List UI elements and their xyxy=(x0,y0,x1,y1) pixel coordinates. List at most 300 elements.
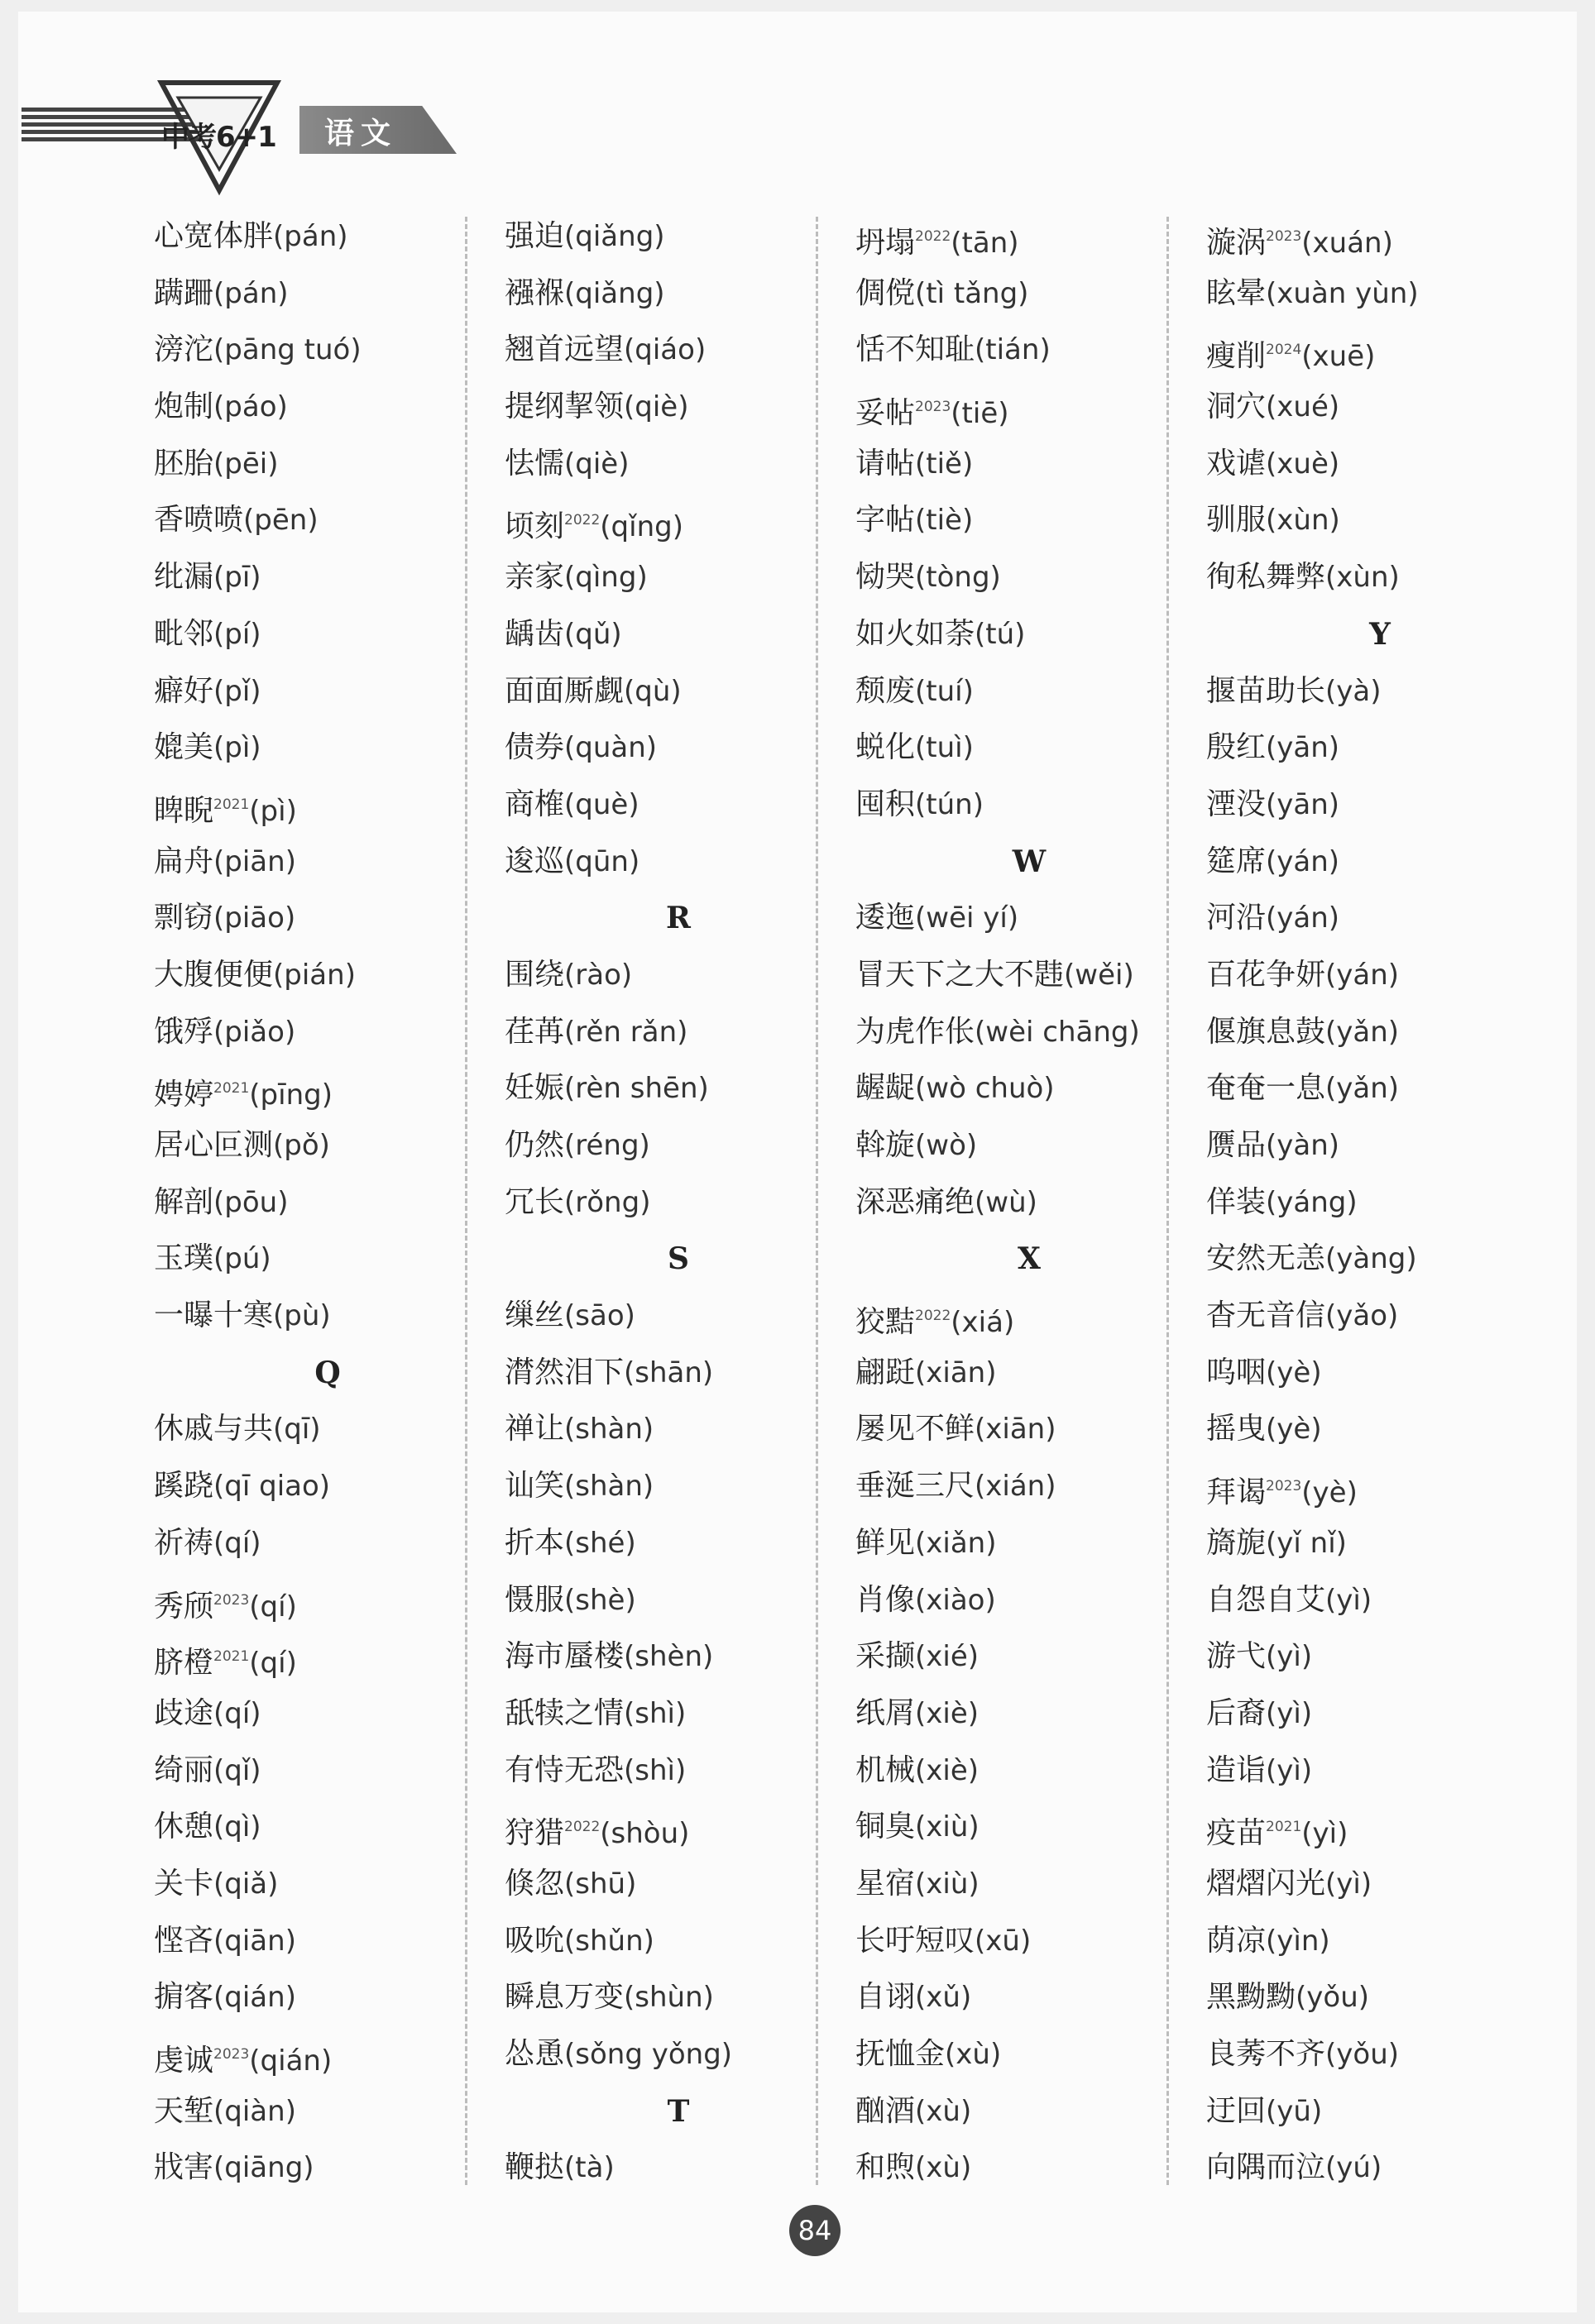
word-text: 瞬息万变 xyxy=(505,1980,625,2015)
word-entry xyxy=(1206,1060,1554,1117)
word-text: 铜臭 xyxy=(855,1810,916,1844)
pinyin-text: (pōu) xyxy=(213,1185,289,1219)
word-text: 为虎作伥 xyxy=(855,1014,975,1049)
exam-year-mark: 2023 xyxy=(213,1591,250,1609)
pinyin-text: (qiáo) xyxy=(624,333,706,367)
word-text: 蹒跚 xyxy=(154,275,214,310)
pinyin-text: (yǒu) xyxy=(1325,2038,1400,2071)
word-text: 襁褓 xyxy=(505,275,565,310)
word-entry xyxy=(505,1572,852,1629)
pinyin-text: (qián) xyxy=(249,2044,333,2078)
word-entry xyxy=(154,1117,501,1174)
pinyin-text: (qiǎ) xyxy=(213,1867,279,1901)
pinyin-text: (yū) xyxy=(1266,2094,1323,2128)
pinyin-text: (qī qiao) xyxy=(213,1470,331,1504)
word-entry xyxy=(154,436,501,493)
pinyin-text: (shū) xyxy=(564,1867,637,1901)
word-entry xyxy=(154,2083,501,2140)
word-entry xyxy=(154,1288,501,1345)
word-entry xyxy=(855,606,1203,663)
word-text: 向隅而泣 xyxy=(1206,2150,1326,2185)
pinyin-text: (yán) xyxy=(1266,901,1340,935)
word-entry xyxy=(1206,777,1554,834)
pinyin-text: (piǎo) xyxy=(213,1015,296,1049)
word-text: 翘首远望 xyxy=(505,332,625,367)
pinyin-text: (tú) xyxy=(975,617,1026,651)
pinyin-text: (qǔ) xyxy=(564,617,622,651)
word-entry xyxy=(1206,2026,1554,2083)
word-text: 香喷喷 xyxy=(154,503,244,538)
exam-year-mark: 2022 xyxy=(564,512,601,529)
word-text: 熠熠闪光 xyxy=(1206,1866,1326,1901)
word-entry xyxy=(505,1401,852,1458)
word-text: 冗长 xyxy=(505,1184,565,1219)
pinyin-text: (yì) xyxy=(1301,1817,1348,1851)
pinyin-text: (yān) xyxy=(1266,731,1340,765)
word-entry xyxy=(855,2140,1203,2197)
word-text: 戏谑 xyxy=(1206,446,1267,481)
word-text: 强迫 xyxy=(505,219,565,253)
pinyin-text: (xiān) xyxy=(915,1356,997,1389)
word-entry xyxy=(1206,1401,1554,1458)
word-text: 瘦削 xyxy=(1206,339,1267,374)
pinyin-text: (tiē) xyxy=(951,397,1009,431)
word-entry xyxy=(154,890,501,947)
pinyin-text: (rèn shēn) xyxy=(564,1072,709,1106)
pinyin-text: (xiá) xyxy=(951,1306,1015,1340)
word-text: 大腹便便 xyxy=(154,957,274,992)
pinyin-text: (yà) xyxy=(1325,674,1382,708)
word-text: 吸吮 xyxy=(505,1923,565,1958)
word-text: 徇私舞弊 xyxy=(1206,560,1326,595)
word-text: 海市蜃楼 xyxy=(505,1639,625,1674)
column-divider xyxy=(1166,217,1169,2185)
pinyin-text: (shé) xyxy=(564,1526,636,1560)
word-text: 和煦 xyxy=(855,2150,916,2185)
word-entry xyxy=(855,549,1203,606)
pinyin-text: (xié) xyxy=(915,1640,980,1674)
word-entry xyxy=(154,947,501,1004)
section-letter: T xyxy=(667,2093,690,2129)
word-text: 一曝十寒 xyxy=(154,1298,274,1333)
word-entry xyxy=(505,208,852,265)
word-entry xyxy=(1206,1231,1554,1288)
pinyin-text: (shùn) xyxy=(624,1981,714,2015)
word-entry xyxy=(1206,890,1554,947)
word-column-1 xyxy=(154,208,501,2197)
pinyin-text: (yì) xyxy=(1266,1753,1313,1787)
pinyin-text: (qiàn) xyxy=(213,2094,296,2128)
pinyin-text: (tuí) xyxy=(915,674,974,708)
word-entry xyxy=(505,1458,852,1515)
word-entry xyxy=(1206,663,1554,720)
pinyin-text: (tiè) xyxy=(915,504,974,538)
word-entry xyxy=(855,1174,1203,1231)
word-entry xyxy=(505,2026,852,2083)
pinyin-text: (yǎn) xyxy=(1325,1072,1400,1106)
word-text: 绮丽 xyxy=(154,1753,214,1787)
pinyin-text: (shàn) xyxy=(564,1413,654,1447)
pinyin-text: (xiè) xyxy=(915,1696,980,1730)
pinyin-text: (yǒu) xyxy=(1296,1981,1370,2015)
pinyin-text: (xuàn yùn) xyxy=(1266,276,1419,310)
word-text: 仍然 xyxy=(505,1128,565,1162)
pinyin-text: (piāo) xyxy=(213,901,296,935)
pinyin-text: (xiè) xyxy=(915,1753,980,1787)
exam-year-mark: 2023 xyxy=(1266,1478,1302,1495)
section-letter: Q xyxy=(314,1355,341,1390)
pinyin-text: (yán) xyxy=(1325,958,1400,992)
word-text: 顷刻 xyxy=(505,509,565,544)
pinyin-text: (tián) xyxy=(975,333,1051,367)
section-letter: W xyxy=(1012,844,1047,879)
pinyin-text: (yì) xyxy=(1325,1867,1372,1901)
pinyin-text: (pú) xyxy=(213,1242,271,1276)
word-entry xyxy=(505,663,852,720)
word-text: 殷红 xyxy=(1206,730,1267,765)
word-text: 癖好 xyxy=(154,673,214,708)
word-text: 狩猎 xyxy=(505,1816,565,1851)
word-entry xyxy=(1206,549,1554,606)
pinyin-text: (shì) xyxy=(624,1753,687,1787)
exam-year-mark: 2022 xyxy=(564,1819,601,1836)
word-text: 倏忽 xyxy=(505,1866,565,1901)
word-column-4 xyxy=(1206,208,1554,2197)
pinyin-text: (xù) xyxy=(915,2151,972,2185)
word-entry xyxy=(505,2140,852,2197)
logo-text: 中考6+1 xyxy=(161,121,276,154)
word-text: 炮制 xyxy=(154,390,214,424)
word-text: 奄奄一息 xyxy=(1206,1071,1326,1106)
word-text: 驯服 xyxy=(1206,503,1267,538)
section-letter: Y xyxy=(1369,616,1391,652)
pinyin-text: (páo) xyxy=(213,390,288,424)
word-text: 休憩 xyxy=(154,1810,214,1844)
pinyin-text: (tún) xyxy=(915,787,984,821)
word-entry xyxy=(154,1572,501,1629)
pinyin-text: (tuì) xyxy=(915,731,974,765)
word-entry xyxy=(505,1515,852,1572)
word-entry xyxy=(1206,1174,1554,1231)
word-text: 冒天下之大不韪 xyxy=(855,957,1065,992)
word-text: 湮没 xyxy=(1206,787,1267,821)
word-text: 星宿 xyxy=(855,1866,916,1901)
exam-year-mark: 2021 xyxy=(213,1648,250,1666)
word-text: 眩晕 xyxy=(1206,275,1267,310)
pinyin-text: (pī) xyxy=(213,561,261,595)
pinyin-text: (xiù) xyxy=(915,1810,980,1844)
word-text: 囤积 xyxy=(855,787,916,821)
word-entry xyxy=(1206,1856,1554,1913)
word-entry xyxy=(154,379,501,436)
pinyin-text: (xuē) xyxy=(1301,340,1376,374)
pinyin-text: (yì) xyxy=(1266,1640,1313,1674)
word-entry xyxy=(1206,1743,1554,1800)
word-entry xyxy=(855,777,1203,834)
pinyin-text: (réng) xyxy=(564,1129,650,1162)
word-entry xyxy=(855,1799,1203,1856)
word-entry xyxy=(855,208,1203,265)
word-entry xyxy=(154,1004,501,1061)
word-entry xyxy=(855,1458,1203,1515)
exam-year-mark: 2021 xyxy=(213,796,250,813)
word-entry xyxy=(154,208,501,265)
word-text: 怯懦 xyxy=(505,446,565,481)
pinyin-text: (pán) xyxy=(213,276,289,310)
word-entry xyxy=(505,322,852,379)
exam-year-mark: 2023 xyxy=(213,2046,250,2063)
pinyin-text: (qí) xyxy=(213,1526,261,1560)
pinyin-text: (xùn) xyxy=(1266,504,1340,538)
pinyin-text: (qiè) xyxy=(624,390,689,424)
word-text: 倜傥 xyxy=(855,275,916,310)
word-text: 休戚与共 xyxy=(154,1412,274,1447)
word-entry xyxy=(855,1345,1203,1402)
word-entry xyxy=(154,1913,501,1970)
word-entry xyxy=(505,1969,852,2026)
exam-year-mark: 2024 xyxy=(1266,342,1302,359)
word-text: 筵席 xyxy=(1206,844,1267,878)
word-entry xyxy=(505,1686,852,1743)
pinyin-text: (xiào) xyxy=(915,1583,996,1617)
word-text: 酗酒 xyxy=(855,2093,916,2128)
pinyin-text: (xù) xyxy=(915,2094,972,2128)
word-text: 娉婷 xyxy=(154,1078,214,1112)
word-text: 秀颀 xyxy=(154,1589,214,1623)
word-entry xyxy=(1206,1799,1554,1856)
word-text: 慑服 xyxy=(505,1582,565,1617)
pinyin-text: (pǒ) xyxy=(273,1129,330,1162)
word-text: 斡旋 xyxy=(855,1128,916,1162)
word-entry xyxy=(154,2026,501,2083)
pinyin-text: (yì) xyxy=(1325,1583,1372,1617)
word-entry xyxy=(154,549,501,606)
word-text: 戕害 xyxy=(154,2150,214,2185)
pinyin-text: (xué) xyxy=(1266,390,1340,424)
pinyin-text: (pēi) xyxy=(213,447,279,481)
word-entry xyxy=(505,1174,852,1231)
pinyin-text: (tān) xyxy=(951,227,1019,260)
word-entry xyxy=(1206,947,1554,1004)
word-text: 偃旗息鼓 xyxy=(1206,1014,1326,1049)
pinyin-text: (pēn) xyxy=(243,504,319,538)
word-text: 河沿 xyxy=(1206,901,1267,935)
pinyin-text: (yàn) xyxy=(1266,1129,1340,1162)
pinyin-text: (quàn) xyxy=(564,731,658,765)
pinyin-text: (rǒng) xyxy=(564,1185,651,1219)
word-text: 毗邻 xyxy=(154,616,214,651)
word-entry xyxy=(855,1856,1203,1913)
word-text: 后裔 xyxy=(1206,1695,1267,1730)
word-text: 祈祷 xyxy=(154,1525,214,1560)
pinyin-text: (qí) xyxy=(213,1696,261,1730)
word-text: 蹊跷 xyxy=(154,1469,214,1504)
exam-year-mark: 2021 xyxy=(1266,1819,1302,1836)
word-entry xyxy=(1206,379,1554,436)
word-entry xyxy=(1206,1515,1554,1572)
word-entry xyxy=(154,1969,501,2026)
pinyin-text: (qiè) xyxy=(564,447,630,481)
word-entry xyxy=(505,1288,852,1345)
exam-year-mark: 2021 xyxy=(213,1080,250,1097)
pinyin-text: (xuán) xyxy=(1301,227,1393,260)
word-entry xyxy=(855,492,1203,549)
pinyin-text: (yān) xyxy=(1266,787,1340,821)
word-text: 机械 xyxy=(855,1753,916,1787)
word-entry xyxy=(154,1401,501,1458)
word-text: 天堑 xyxy=(154,2093,214,2128)
pinyin-text: (yàng) xyxy=(1325,1242,1417,1276)
word-text: 居心叵测 xyxy=(154,1128,274,1162)
word-entry xyxy=(855,1686,1203,1743)
word-entry xyxy=(154,1799,501,1856)
word-entry xyxy=(505,777,852,834)
pinyin-text: (tì tǎng) xyxy=(915,276,1029,310)
word-entry xyxy=(855,1913,1203,1970)
pinyin-text: (qián) xyxy=(213,1981,296,2015)
word-entry xyxy=(1206,834,1554,891)
word-text: 玉璞 xyxy=(154,1241,214,1276)
word-entry xyxy=(154,1628,501,1686)
word-text: 纰漏 xyxy=(154,560,214,595)
word-entry xyxy=(505,492,852,549)
pinyin-text: (qí) xyxy=(249,1590,297,1623)
word-entry xyxy=(154,663,501,720)
word-text: 肖像 xyxy=(855,1582,916,1617)
pinyin-text: (pīng) xyxy=(249,1078,333,1112)
pinyin-text: (qiǎng) xyxy=(564,276,665,310)
word-text: 脐橙 xyxy=(154,1646,214,1681)
pinyin-text: (pí) xyxy=(213,617,261,651)
word-text: 龌龊 xyxy=(855,1071,916,1106)
word-entry xyxy=(505,1117,852,1174)
word-entry xyxy=(505,1345,852,1402)
word-entry xyxy=(154,1060,501,1117)
word-text: 安然无恙 xyxy=(1206,1241,1326,1276)
word-text: 洞穴 xyxy=(1206,390,1267,424)
pinyin-text: (sāo) xyxy=(564,1299,635,1333)
word-text: 胚胎 xyxy=(154,446,214,481)
word-entry xyxy=(505,1799,852,1856)
word-entry xyxy=(1206,720,1554,777)
pinyin-text: (shè) xyxy=(564,1583,636,1617)
word-text: 逡巡 xyxy=(505,844,565,878)
word-entry xyxy=(154,265,501,323)
pinyin-text: (pǐ) xyxy=(213,674,261,708)
word-text: 扁舟 xyxy=(154,844,214,878)
word-entry xyxy=(154,1686,501,1743)
word-entry xyxy=(1206,2140,1554,2197)
word-text: 百花争妍 xyxy=(1206,957,1326,992)
pinyin-text: (yì) xyxy=(1266,1696,1313,1730)
word-text: 纸屑 xyxy=(855,1695,916,1730)
word-entry xyxy=(1206,436,1554,493)
word-text: 鲜见 xyxy=(855,1525,916,1560)
pinyin-text: (qiān) xyxy=(213,1924,296,1958)
word-entry xyxy=(154,2140,501,2197)
word-text: 自怨自艾 xyxy=(1206,1582,1326,1617)
pinyin-text: (qù) xyxy=(624,674,682,708)
word-entry xyxy=(154,1515,501,1572)
pinyin-text: (yìn) xyxy=(1266,1924,1330,1958)
pinyin-text: (xùn) xyxy=(1325,561,1400,595)
word-text: 剽窃 xyxy=(154,901,214,935)
word-text: 黑黝黝 xyxy=(1206,1980,1296,2015)
pinyin-text: (yú) xyxy=(1325,2151,1382,2185)
word-text: 杳无音信 xyxy=(1206,1298,1326,1333)
pinyin-text: (pāng tuó) xyxy=(213,333,362,367)
word-entry xyxy=(505,834,852,891)
word-entry xyxy=(1206,1288,1554,1345)
pinyin-text: (yán) xyxy=(1266,844,1340,878)
word-entry xyxy=(154,1231,501,1288)
word-text: 迂回 xyxy=(1206,2093,1267,2128)
word-text: 如火如荼 xyxy=(855,616,975,651)
pinyin-text: (wěi) xyxy=(1064,958,1134,992)
pinyin-text: (shàn) xyxy=(564,1470,654,1504)
word-entry xyxy=(505,265,852,323)
pinyin-text: (shòu) xyxy=(600,1817,690,1851)
pinyin-text: (wèi chāng) xyxy=(975,1015,1140,1049)
word-entry xyxy=(1206,1458,1554,1515)
word-text: 折本 xyxy=(505,1525,565,1560)
pinyin-text: (yè) xyxy=(1266,1356,1322,1389)
pinyin-text: (xū) xyxy=(975,1924,1032,1958)
word-text: 债券 xyxy=(505,730,565,765)
pinyin-text: (shèn) xyxy=(624,1640,714,1674)
pinyin-text: (yè) xyxy=(1301,1476,1358,1510)
word-entry xyxy=(855,1117,1203,1174)
word-text: 睥睨 xyxy=(154,793,214,828)
word-text: 自诩 xyxy=(855,1980,916,2015)
word-text: 舐犊之情 xyxy=(505,1695,625,1730)
pinyin-text: (tà) xyxy=(564,2151,615,2185)
word-text: 采撷 xyxy=(855,1639,916,1674)
word-text: 字帖 xyxy=(855,503,916,538)
word-text: 潸然泪下 xyxy=(505,1355,625,1389)
pinyin-text: (xiǎn) xyxy=(915,1526,997,1560)
pinyin-text: (rěn rǎn) xyxy=(564,1015,688,1049)
word-entry xyxy=(154,492,501,549)
word-entry xyxy=(855,663,1203,720)
word-entry xyxy=(855,1288,1203,1345)
word-text: 提纲挈领 xyxy=(505,390,625,424)
word-text: 有恃无恐 xyxy=(505,1753,625,1787)
word-entry xyxy=(505,720,852,777)
word-entry xyxy=(505,1913,852,1970)
exam-year-mark: 2022 xyxy=(915,228,951,245)
word-entry xyxy=(1206,1572,1554,1629)
word-text: 商榷 xyxy=(505,787,565,821)
word-text: 佯装 xyxy=(1206,1184,1267,1219)
word-text: 抚恤金 xyxy=(855,2037,946,2071)
word-entry xyxy=(855,265,1203,323)
word-entry xyxy=(1206,1913,1554,1970)
word-text: 造诣 xyxy=(1206,1753,1267,1787)
word-entry xyxy=(154,1856,501,1913)
word-text: 荫凉 xyxy=(1206,1923,1267,1958)
word-text: 翩跹 xyxy=(855,1355,916,1389)
word-entry xyxy=(1206,2083,1554,2140)
word-text: 心宽体胖 xyxy=(154,219,274,253)
word-text: 滂沱 xyxy=(154,332,214,367)
word-text: 恬不知耻 xyxy=(855,332,975,367)
pinyin-text: (xiù) xyxy=(915,1867,980,1901)
word-entry xyxy=(855,1515,1203,1572)
word-text: 妥帖 xyxy=(855,396,916,431)
word-text: 赝品 xyxy=(1206,1128,1267,1162)
word-entry xyxy=(855,1969,1203,2026)
